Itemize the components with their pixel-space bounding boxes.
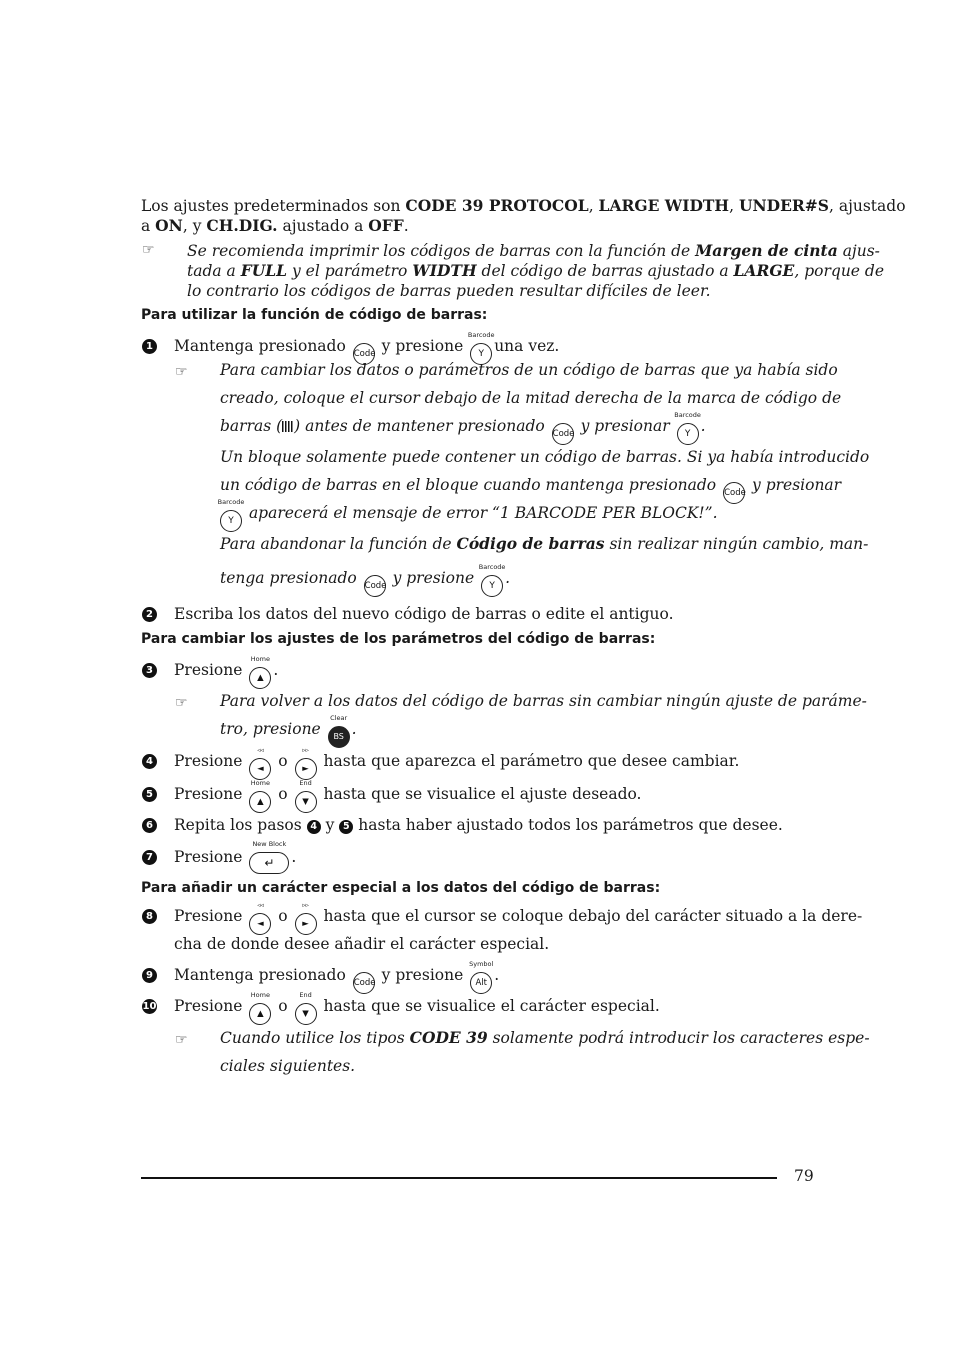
- code-key: Code: [353, 972, 375, 994]
- code-key: Code: [552, 423, 574, 445]
- step-8-text-line-2: cha de donde desee añadir el carácter especial.: [174, 935, 550, 953]
- step1-tip2-line-3: Barcode Y aparecerá el mensaje de error “1 BARCODE PER BLOCK!”.: [218, 503, 718, 532]
- step-5-text: Presione Home ▲ o End ▼ hasta que se visualice el ajuste deseado.: [174, 784, 641, 813]
- down-arrow-key: End ▼: [295, 791, 317, 813]
- barcode-caption: Barcode: [467, 331, 495, 339]
- barcode-key: Barcode Y: [481, 575, 503, 597]
- up-arrow-key: Home ▲: [249, 791, 271, 813]
- step-number-9: 9: [142, 968, 157, 983]
- step1-tip1-line-2: creado, coloque el cursor debajo de la mitad derecha de la marca de código de: [220, 389, 842, 407]
- note-icon: ☞: [175, 1032, 188, 1048]
- step1-tip3-line-1: Para abandonar la función de Código de barras sin realizar ningún cambio, man-: [220, 534, 869, 553]
- step-number-6: 6: [142, 818, 157, 833]
- step3-tip-line-2: tro, presione Clear BS .: [220, 719, 357, 748]
- barcode-mark-icon: [282, 421, 294, 432]
- step1-tip2-line-1: Un bloque solamente puede contener un código de barras. Si ya había introducido: [220, 448, 870, 466]
- right-arrow-key: ▹▹ ►: [295, 913, 317, 935]
- step10-tip-line-1: Cuando utilice los tipos CODE 39 solamente podrá introducir los caracteres espe-: [220, 1028, 870, 1047]
- step-2-text: Escriba los datos del nuevo código de barras o edite el antiguo.: [174, 605, 674, 623]
- step1-tip2-line-2: un código de barras en el bloque cuando mantenga presionado Code y presionar: [220, 475, 841, 504]
- step-3-text: Presione Home ▲ .: [174, 660, 278, 689]
- barcode-key: Barcode Y: [677, 423, 699, 445]
- step-number-5: 5: [142, 787, 157, 802]
- tip1-line-1: Se recomienda imprimir los códigos de barras con la función de Margen de cinta ajus-: [187, 241, 880, 260]
- code-key: Code: [364, 575, 386, 597]
- step1-tip1-line-3: barras ( ) antes de mantener presionado Code y presionar Barcode Y .: [220, 416, 706, 445]
- step-number-2: 2: [142, 607, 157, 622]
- step-7-text: Presione New Block ↵ .: [174, 847, 296, 874]
- tip1-line-3: lo contrario los códigos de barras pueden resultar difíciles de leer.: [187, 282, 711, 300]
- right-arrow-key: ▹▹ ►: [295, 758, 317, 780]
- intro-line-1: Los ajustes predeterminados son CODE 39 PROTOCOL, LARGE WIDTH, UNDER#S, ajustado: [141, 196, 906, 215]
- barcode-key: Barcode Y: [470, 343, 492, 365]
- step-number-10: 10: [142, 1001, 157, 1012]
- note-icon: ☞: [175, 695, 188, 711]
- code-key: Code: [723, 482, 745, 504]
- left-arrow-key: ◃◃ ◄: [249, 913, 271, 935]
- intro-line-2: a ON, y CH.DIG. ajustado a OFF.: [141, 216, 409, 235]
- tip1-line-2: tada a FULL y el parámetro WIDTH del código de barras ajustado a LARGE, porque de: [187, 261, 884, 280]
- section-heading: Para añadir un carácter especial a los datos del código de barras:: [141, 880, 661, 896]
- footer-rule: [141, 1177, 777, 1179]
- step1-tip1-line-1: Para cambiar los datos o parámetros de un código de barras que ya había sido: [220, 361, 838, 379]
- step10-tip-line-2: ciales siguientes.: [220, 1057, 356, 1075]
- alt-key: Symbol Alt: [470, 972, 492, 994]
- step-number-8: 8: [142, 909, 157, 924]
- section-heading: Para utilizar la función de código de barras:: [141, 307, 488, 323]
- step-number-3: 3: [142, 663, 157, 678]
- page-number: 79: [794, 1167, 814, 1185]
- step-4-text: Presione ◃◃ ◄ o ▹▹ ► hasta que aparezca el parámetro que desee cambiar.: [174, 751, 739, 780]
- step-number-1: 1: [142, 339, 157, 354]
- bs-key: Clear BS: [328, 726, 350, 748]
- down-arrow-key: End ▼: [295, 1003, 317, 1025]
- step-6-text: Repita los pasos 4 y 5 hasta haber ajustado todos los parámetros que desee.: [174, 816, 783, 834]
- step-10-text: Presione Home ▲ o End ▼ hasta que se visualice el carácter especial.: [174, 996, 660, 1025]
- left-arrow-key: ◃◃ ◄: [249, 758, 271, 780]
- section-heading: Para cambiar los ajustes de los parámetros del código de barras:: [141, 631, 656, 647]
- note-icon: ☞: [142, 242, 155, 258]
- step-9-text: Mantenga presionado Code y presione Symbol Alt .: [174, 965, 499, 994]
- step3-tip-line-1: Para volver a los datos del código de barras sin cambiar ningún ajuste de paráme-: [220, 692, 867, 710]
- enter-key: New Block ↵: [249, 852, 289, 874]
- up-arrow-key: Home ▲: [249, 667, 271, 689]
- step-number-7: 7: [142, 850, 157, 865]
- note-icon: ☞: [175, 364, 188, 380]
- up-arrow-key: Home ▲: [249, 1003, 271, 1025]
- barcode-key: Barcode Y: [220, 510, 242, 532]
- step-8-text: Presione ◃◃ ◄ o ▹▹ ► hasta que el cursor se coloque debajo del carácter situado a la dere-: [174, 906, 862, 935]
- step1-tip3-line-2: tenga presionado Code y presione Barcode Y .: [220, 568, 510, 597]
- step-1-text: Mantenga presionado Code y presione Barcode Y una vez.: [174, 336, 559, 365]
- code-key: Code: [353, 343, 375, 365]
- step-number-4: 4: [142, 754, 157, 769]
